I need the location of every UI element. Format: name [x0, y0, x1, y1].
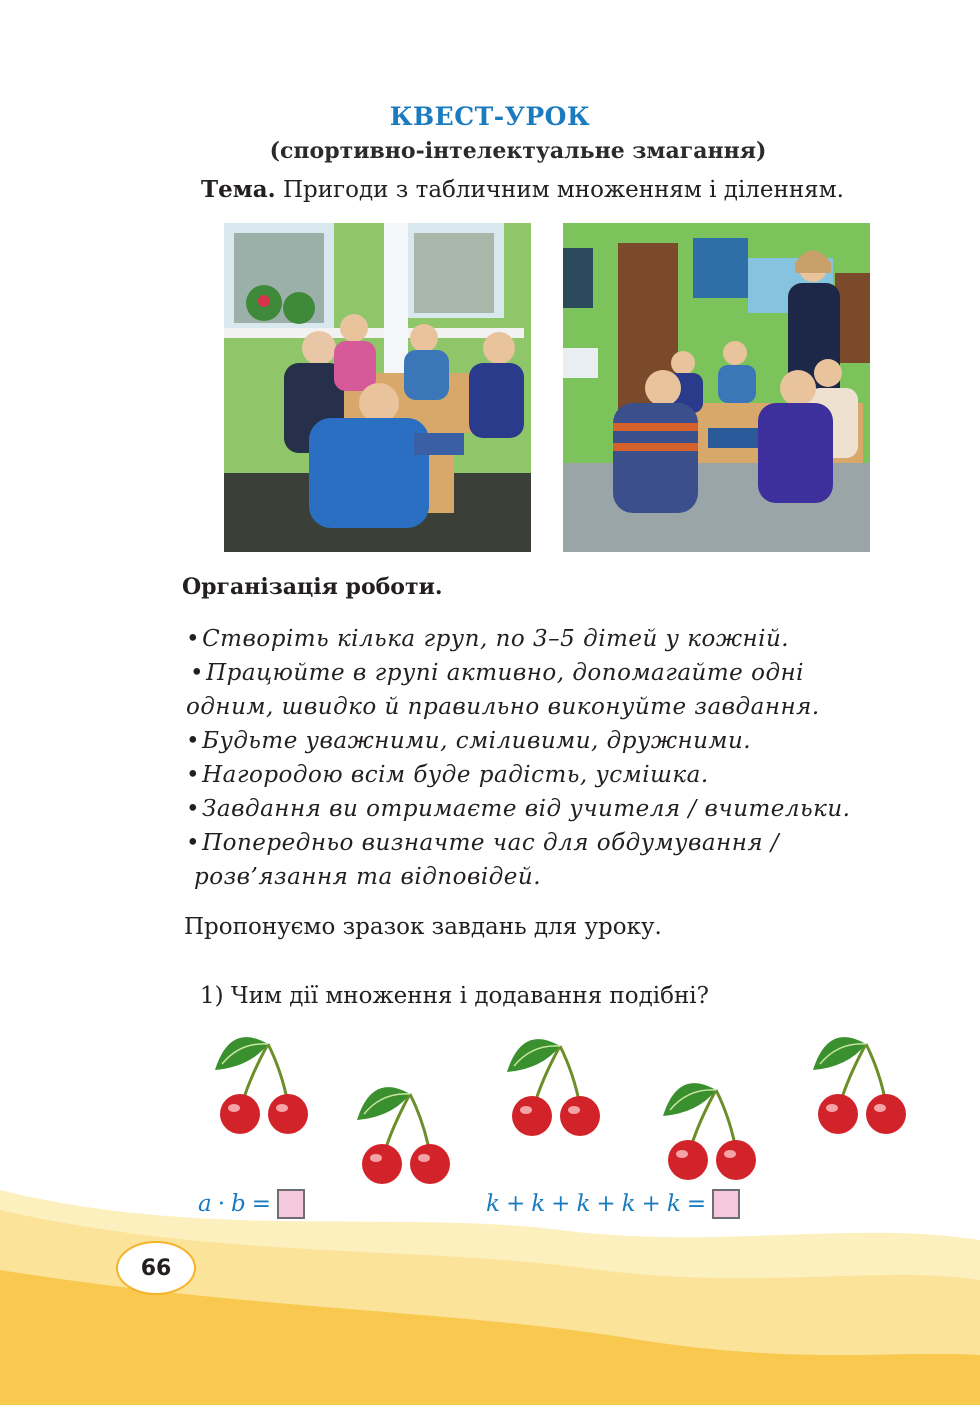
cherry-icon [808, 1022, 913, 1137]
variable-k: k [576, 1191, 591, 1217]
addition-formula [486, 1189, 740, 1219]
theme-label: Тема. [201, 176, 276, 203]
cherry-icon [502, 1024, 607, 1139]
variable-k: k [531, 1191, 546, 1217]
task-1-question: 1) Чим дії множення і додавання подібні? [200, 983, 709, 1009]
equals-operator: = [251, 1191, 272, 1217]
cherry-icon [658, 1068, 763, 1183]
page-title: КВЕСТ-УРОК [389, 102, 591, 131]
theme-text: Пригоди з табличним множенням і діленням. [275, 177, 844, 203]
bullet-icon: • [190, 660, 205, 686]
variable-k: k [621, 1191, 636, 1217]
organization-rules-list [186, 622, 946, 894]
rule-text: Нагородою всім буде радість, усмішка. [202, 762, 709, 788]
rule-item [186, 622, 946, 656]
rule-item-continuation [186, 860, 946, 894]
equals-operator: = [686, 1191, 707, 1217]
bullet-icon: • [186, 728, 201, 754]
bullet-icon: • [186, 796, 201, 822]
rule-item [186, 758, 946, 792]
plus-operator: + [505, 1191, 526, 1217]
rule-text: Створіть кілька груп, по 3–5 дітей у кожній. [202, 626, 790, 652]
multiply-operator: · [217, 1191, 226, 1217]
rule-text: одним, швидко й правильно виконуйте завдання. [186, 694, 820, 720]
rule-item-continuation [186, 690, 946, 724]
rule-text: розв’язання та відповідей. [194, 864, 542, 890]
rule-item [186, 792, 946, 826]
page-number: 66 [116, 1241, 196, 1295]
rule-text: Завдання ви отримаєте від учителя / вчительки. [202, 796, 851, 822]
multiplication-formula [198, 1189, 305, 1219]
variable-a: a [198, 1191, 212, 1217]
cherry-icon [352, 1072, 457, 1187]
variable-k: k [666, 1191, 681, 1217]
plus-operator: + [551, 1191, 571, 1217]
rule-item [186, 724, 946, 758]
bullet-icon: • [186, 830, 201, 856]
rule-text: Попередньо визначте час для обдумування / [202, 830, 780, 856]
rule-item [186, 826, 946, 860]
rule-item [186, 656, 946, 690]
page-subtitle: (спортивно-інтелектуальне змагання) [269, 138, 767, 164]
rule-text: Будьте уважними, сміливими, дружними. [202, 728, 752, 754]
answer-box-addition[interactable] [712, 1189, 740, 1219]
proposal-text: Пропонуємо зразок завдань для уроку. [184, 914, 662, 940]
cherry-icon [210, 1022, 315, 1137]
bullet-icon: • [186, 626, 201, 652]
classroom-photo-left [224, 223, 531, 552]
plus-operator: + [596, 1191, 616, 1217]
answer-box-multiplication[interactable] [277, 1189, 305, 1219]
bullet-icon: • [186, 762, 201, 788]
classroom-photo-right [563, 223, 870, 552]
variable-k: k [486, 1191, 500, 1217]
lesson-theme [201, 176, 844, 203]
organization-heading: Організація роботи. [182, 574, 443, 600]
variable-b: b [231, 1191, 246, 1217]
rule-text: Працюйте в групі активно, допомагайте одні [206, 660, 805, 686]
plus-operator: + [641, 1191, 661, 1217]
